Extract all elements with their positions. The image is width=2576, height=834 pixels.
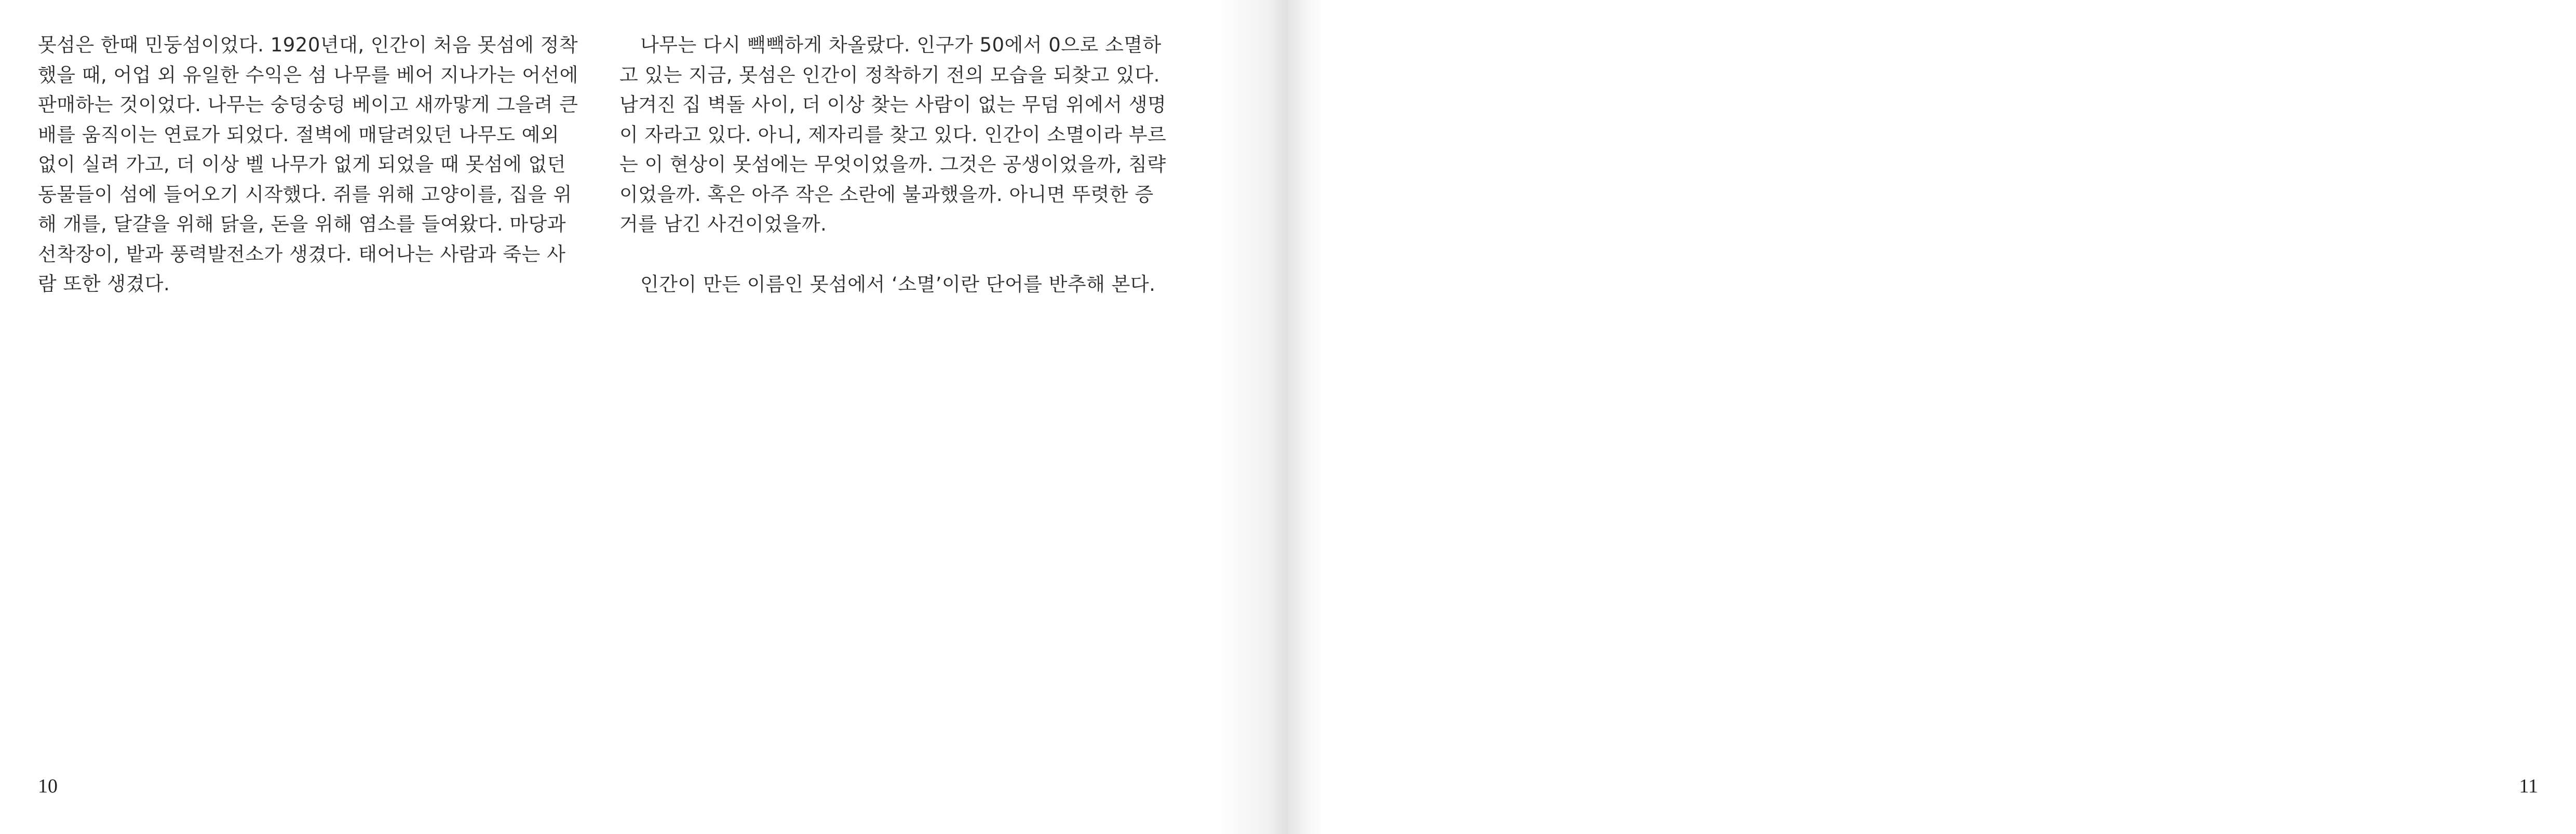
- spine-shadow-right: [1288, 0, 1324, 834]
- korean-column-1: [38, 30, 583, 299]
- korean-paragraph-1: 못섬은 한때 민둥섬이었다. 1920년대, 인간이 처음 못섬에 정착했을 때, 어업 외 유일한 수익은 섬 나무를 베어 지나가는 어선에 판매하는 것이었다. 나무는 숭덩숭덩 베이고 새까맣게 그을려 큰 배를 움직이는 연료가 되었다. 절벽에 매달려있던 나무도 예외 없이 실려 가고, 더 이상 벨 나무가 없게 되었을 때 못섬에 없던 동물들이 섬에 들어오기 시작했다. 쥐를 위해 고양이를, 집을 위해 개를, 달걀을 위해 닭을, 돈을 위해 염소를 들여왔다. 마당과 선착장이, 밭과 풍력발전소가 생겼다. 태어나는 사람과 죽는 사람 또한 생겼다.: [38, 34, 578, 295]
- spine-shadow-left: [1215, 0, 1288, 834]
- korean-paragraph-3: 인간이 만든 이름인 못섬에서 ‘소멸’이란 단어를 반추해 본다.: [640, 273, 1156, 295]
- korean-column-2: [619, 30, 1170, 299]
- page-number-right: 11: [2519, 775, 2538, 797]
- right-page: [1288, 0, 2576, 834]
- page-number-left: 10: [38, 775, 58, 797]
- korean-paragraph-2: 나무는 다시 빽빽하게 차올랐다. 인구가 50에서 0으로 소멸하고 있는 지금, 못섬은 인간이 정착하기 전의 모습을 되찾고 있다. 남겨진 집 벽돌 사이, 더 이상 찾는 사람이 없는 무덤 위에서 생명이 자라고 있다. 아니, 제자리를 찾고 있다. 인간이 소멸이라 부르는 이 현상이 못섬에는 무엇이었을까. 그것은 공생이었을까, 침략이었을까. 혹은 아주 작은 소란에 불과했을까. 아니면 뚜렷한 증거를 남긴 사건이었을까.: [619, 34, 1167, 235]
